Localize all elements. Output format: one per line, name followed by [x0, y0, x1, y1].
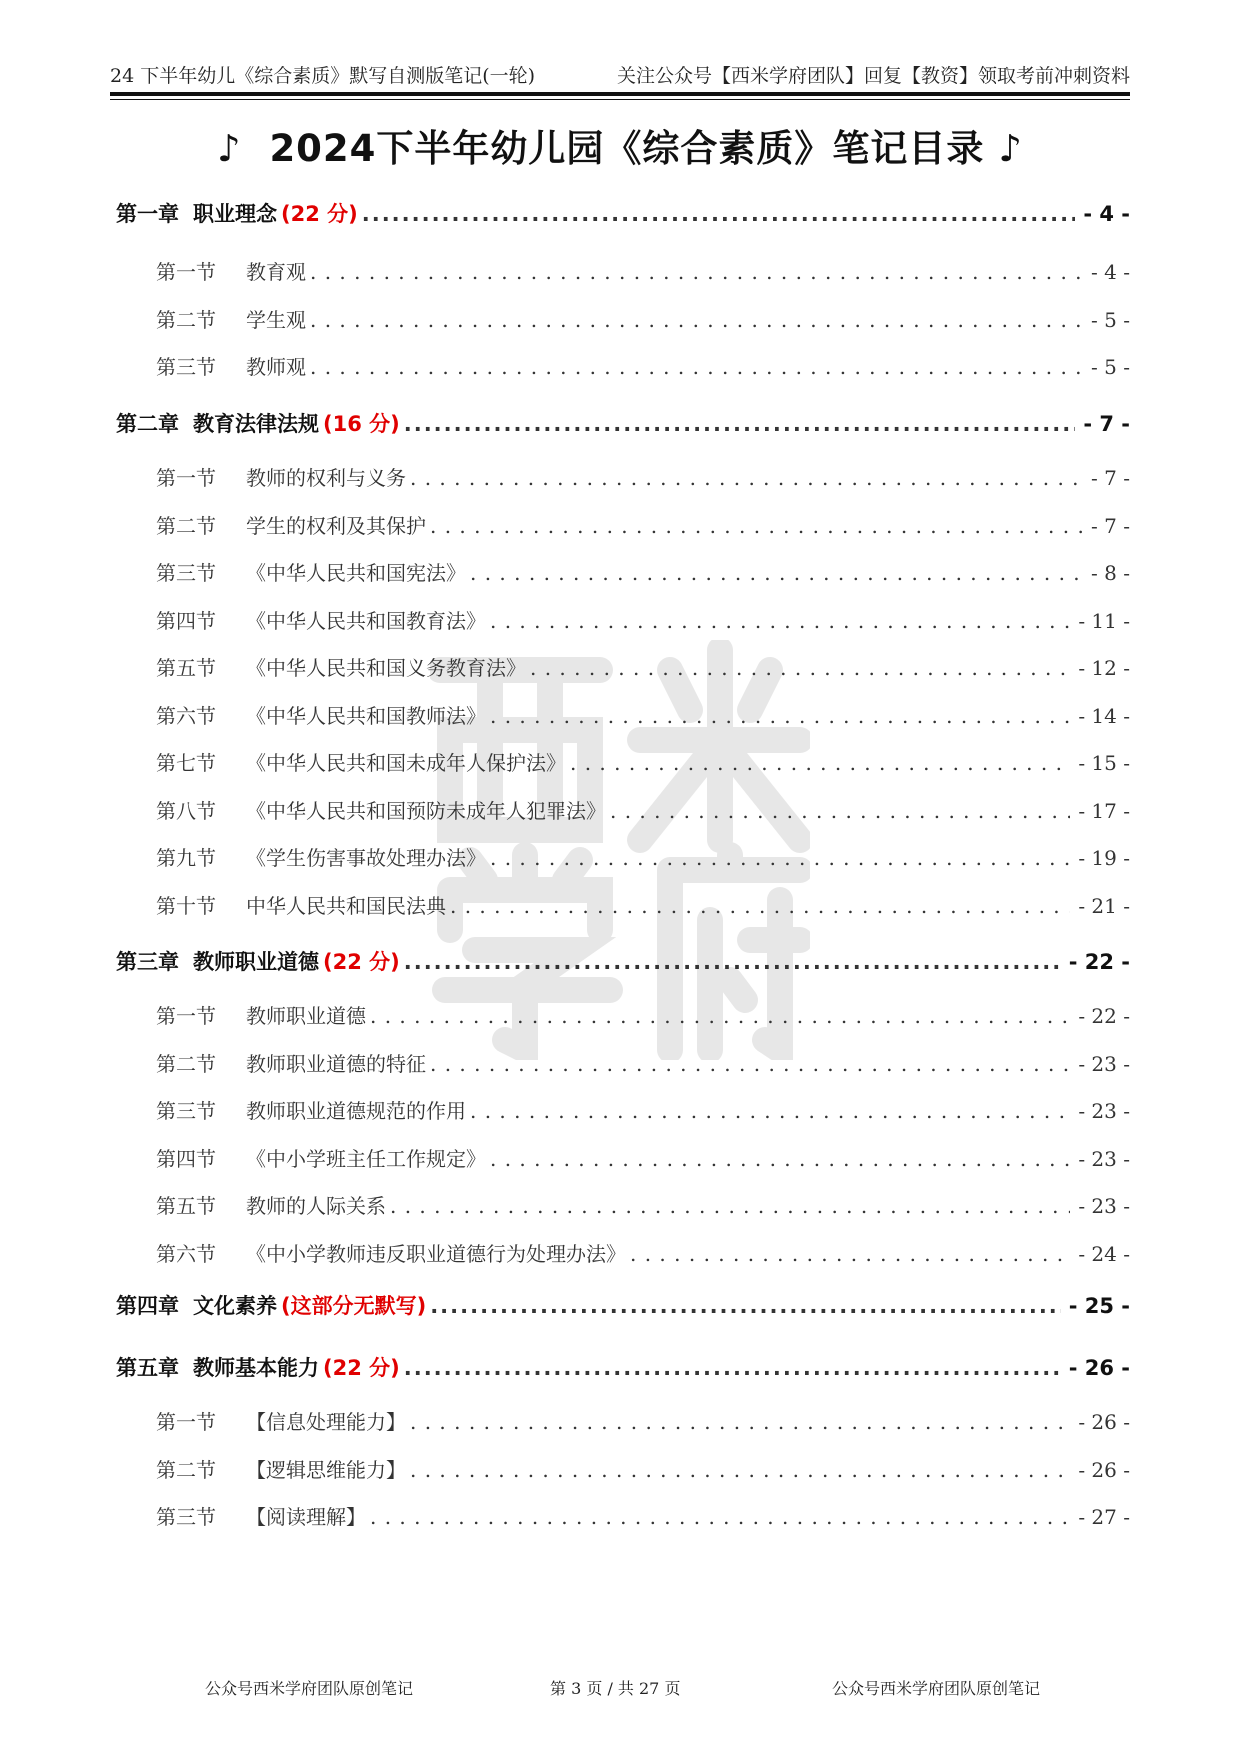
toc-section-entry[interactable] [156, 304, 1130, 333]
toc-section-entry[interactable] [156, 842, 1130, 871]
dot-leader [430, 1294, 1061, 1318]
toc-section-entry[interactable] [156, 256, 1130, 285]
dot-leader [362, 202, 1076, 226]
dot-leader [490, 846, 1070, 870]
section-page-number: - 19 - [1078, 846, 1130, 870]
toc-chapter-entry[interactable] [116, 1290, 1130, 1320]
section-page-number: - 14 - [1078, 703, 1130, 728]
dot-leader [310, 308, 1083, 332]
toc-section-entry[interactable] [156, 1501, 1130, 1530]
page-footer [110, 1676, 1130, 1702]
section-number: 第一节 [156, 1004, 216, 1028]
chapter-title: 教师基本能力 [193, 1356, 319, 1380]
chapter-number: 第五章 [116, 1356, 179, 1380]
section-title: 学生的权利及其保护 [246, 513, 426, 538]
music-note-icon: ♪ [998, 127, 1023, 170]
dot-leader [570, 751, 1070, 775]
section-title: 教师的人际关系 [246, 1194, 386, 1218]
section-title: 中华人民共和国民法典 [246, 893, 446, 918]
toc-title-text: 2024下半年幼儿园《综合素质》笔记目录 [269, 127, 985, 170]
section-number: 第三节 [156, 1099, 216, 1123]
section-page-number: - 22 - [1078, 1004, 1130, 1028]
section-page-number: - 23 - [1078, 1194, 1130, 1218]
section-number: 第八节 [156, 798, 216, 823]
chapter-score: (22 分) [281, 202, 358, 226]
chapter-title: 职业理念 [193, 202, 277, 226]
section-title: 《中华人民共和国义务教育法》 [246, 656, 526, 680]
section-number: 第一节 [156, 1410, 216, 1434]
section-page-number: - 23 - [1078, 1146, 1130, 1171]
section-number: 第一节 [156, 466, 216, 490]
toc-section-entry[interactable] [156, 1143, 1130, 1172]
section-number: 第二节 [156, 307, 216, 332]
dot-leader [430, 514, 1083, 538]
chapter-page-number: - 22 - [1068, 950, 1130, 974]
section-title: 【阅读理解】 [246, 1505, 366, 1529]
section-page-number: - 8 - [1091, 561, 1130, 585]
section-page-number: - 12 - [1078, 656, 1130, 680]
toc-section-entry[interactable] [156, 1048, 1130, 1077]
dot-leader [370, 1505, 1070, 1529]
toc-chapter-entry[interactable] [116, 198, 1130, 228]
chapter-title: 文化素养 [193, 1294, 277, 1318]
dot-leader [450, 894, 1070, 918]
dot-leader [610, 799, 1070, 823]
section-title: 《中华人民共和国教育法》 [246, 608, 486, 633]
section-page-number: - 15 - [1078, 751, 1130, 775]
toc-section-entry[interactable] [156, 700, 1130, 729]
section-title: 《中华人民共和国预防未成年人犯罪法》 [246, 798, 606, 823]
dot-leader [630, 1242, 1070, 1266]
section-page-number: - 26 - [1078, 1410, 1130, 1434]
dot-leader [410, 1458, 1070, 1482]
section-page-number: - 27 - [1078, 1505, 1130, 1529]
section-title: 【逻辑思维能力】 [246, 1457, 406, 1482]
section-title: 【信息处理能力】 [246, 1410, 406, 1434]
chapter-score: (22 分) [323, 950, 400, 974]
section-page-number: - 7 - [1091, 513, 1130, 538]
section-page-number: - 11 - [1078, 608, 1130, 633]
toc-section-entry[interactable] [156, 747, 1130, 776]
header-left-text: 24 下半年幼儿《综合素质》默写自测版笔记(一轮) [110, 65, 536, 87]
chapter-number: 第一章 [116, 202, 179, 226]
section-page-number: - 5 - [1091, 355, 1130, 379]
section-number: 第二节 [156, 1457, 216, 1482]
toc-section-entry[interactable] [156, 1095, 1130, 1124]
section-title: 《学生伤害事故处理办法》 [246, 846, 486, 870]
dot-leader [404, 1356, 1061, 1380]
section-number: 第五节 [156, 656, 216, 680]
chapter-page-number: - 7 - [1083, 412, 1130, 436]
toc-section-entry[interactable] [156, 890, 1130, 919]
section-title: 《中华人民共和国宪法》 [246, 561, 466, 585]
toc-section-entry[interactable] [156, 652, 1130, 681]
dot-leader [530, 656, 1070, 680]
chapter-page-number: - 25 - [1068, 1294, 1130, 1318]
chapter-score: (22 分) [323, 1356, 400, 1380]
toc-section-entry[interactable] [156, 462, 1130, 491]
section-title: 教师职业道德 [246, 1004, 366, 1028]
section-title: 学生观 [246, 307, 306, 332]
section-number: 第七节 [156, 751, 216, 775]
chapter-number: 第四章 [116, 1294, 179, 1318]
section-number: 第三节 [156, 355, 216, 379]
dot-leader [310, 260, 1083, 284]
section-number: 第四节 [156, 1146, 216, 1171]
section-number: 第九节 [156, 846, 216, 870]
toc-section-entry[interactable] [156, 1238, 1130, 1267]
section-title: 教师的权利与义务 [246, 466, 406, 490]
chapter-page-number: - 4 - [1083, 202, 1130, 226]
section-number: 第二节 [156, 513, 216, 538]
toc-section-entry[interactable] [156, 605, 1130, 634]
section-page-number: - 7 - [1091, 466, 1130, 490]
section-number: 第三节 [156, 561, 216, 585]
chapter-score: (16 分) [323, 412, 400, 436]
section-page-number: - 17 - [1078, 798, 1130, 823]
toc-section-entry[interactable] [156, 1406, 1130, 1435]
chapter-number: 第三章 [116, 950, 179, 974]
section-title: 《中小学教师违反职业道德行为处理办法》 [246, 1241, 626, 1266]
chapter-number: 第二章 [116, 412, 179, 436]
section-title: 教育观 [246, 260, 306, 284]
dot-leader [410, 1410, 1070, 1434]
section-page-number: - 21 - [1078, 893, 1130, 918]
section-page-number: - 5 - [1091, 307, 1130, 332]
section-number: 第一节 [156, 260, 216, 284]
header-right-text: 关注公众号【西米学府团队】回复【教资】领取考前冲刺资料 [616, 65, 1130, 87]
chapter-score: (这部分无默写) [281, 1294, 427, 1318]
footer-page-number: 第 3 页 / 共 27 页 [550, 1679, 681, 1698]
section-number: 第二节 [156, 1051, 216, 1076]
dot-leader [470, 561, 1083, 585]
dot-leader [404, 950, 1061, 974]
toc-section-entry[interactable] [156, 510, 1130, 539]
section-page-number: - 23 - [1078, 1051, 1130, 1076]
dot-leader [390, 1194, 1070, 1218]
section-title: 教师职业道德规范的作用 [246, 1099, 466, 1123]
toc-section-entry[interactable] [156, 795, 1130, 824]
section-number: 第六节 [156, 1241, 216, 1266]
toc-chapter-entry[interactable] [116, 946, 1130, 976]
section-title: 教师观 [246, 355, 306, 379]
section-title: 《中华人民共和国教师法》 [246, 703, 486, 728]
toc-chapter-entry[interactable] [116, 1352, 1130, 1382]
chapter-page-number: - 26 - [1068, 1356, 1130, 1380]
dot-leader [430, 1052, 1070, 1076]
section-number: 第十节 [156, 893, 216, 918]
dot-leader [490, 1147, 1070, 1171]
dot-leader [470, 1099, 1070, 1123]
footer-right-text: 公众号西米学府团队原创笔记 [831, 1679, 1040, 1698]
dot-leader [490, 609, 1070, 633]
toc-section-entry[interactable] [156, 557, 1130, 586]
section-number: 第三节 [156, 1505, 216, 1529]
section-title: 《中小学班主任工作规定》 [246, 1146, 486, 1171]
toc-section-entry[interactable] [156, 1190, 1130, 1219]
dot-leader [370, 1004, 1070, 1028]
toc-chapter-entry[interactable] [116, 408, 1130, 438]
music-note-icon: ♪ [217, 127, 242, 170]
dot-leader [404, 412, 1076, 436]
dot-leader [310, 355, 1083, 379]
section-number: 第五节 [156, 1194, 216, 1218]
section-title: 教师职业道德的特征 [246, 1051, 426, 1076]
section-page-number: - 23 - [1078, 1099, 1130, 1123]
section-number: 第六节 [156, 703, 216, 728]
section-number: 第四节 [156, 608, 216, 633]
toc-section-entry[interactable] [156, 351, 1130, 380]
dot-leader [410, 466, 1083, 490]
chapter-title: 教师职业道德 [193, 950, 319, 974]
toc-section-entry[interactable] [156, 1454, 1130, 1483]
section-page-number: - 4 - [1091, 260, 1130, 284]
section-page-number: - 24 - [1078, 1241, 1130, 1266]
footer-left-text: 公众号西米学府团队原创笔记 [205, 1679, 414, 1698]
section-page-number: - 26 - [1078, 1457, 1130, 1482]
toc-section-entry[interactable] [156, 1000, 1130, 1029]
dot-leader [490, 704, 1070, 728]
chapter-title: 教育法律法规 [193, 412, 319, 436]
section-title: 《中华人民共和国未成年人保护法》 [246, 751, 566, 775]
